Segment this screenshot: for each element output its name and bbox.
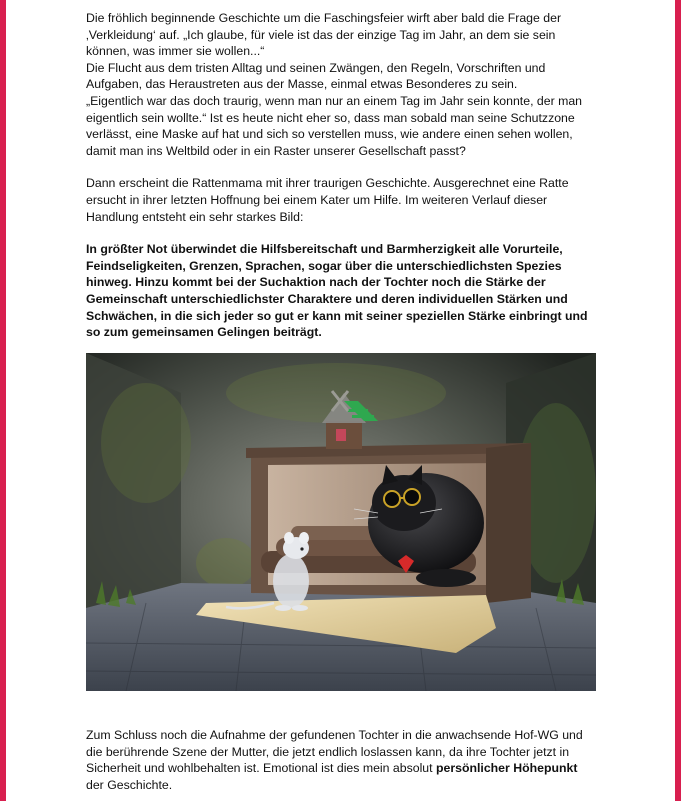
paragraph-costume-question: Die fröhlich beginnende Geschichte um die Faschingsfeier wirft aber bald die Frage der ‚Verkleidung‘ auf. „Ich glaube, für viele ist das der einzige Tag im Jahr, an dem sie sein können, was immer sie wollen...“ (86, 11, 562, 59)
scene-photo (86, 353, 596, 691)
paragraph-highlight: In größter Not überwindet die Hilfsbereitschaft und Barmherzigkeit alle Vorurteile, Feindseligkeiten, Grenzen, Sprachen, sogar über die unterschiedlichsten Spezies hinweg. Hinzu kommt bei der Suchaktion nach der Tochter noch die Stärke der Gemeinschaft unterschiedlichster Charaktere und deren individuellen Stärken und Schwächen, in die sich jeder so gut er kann mit seiner speziellen Stärke einbringt und so zum gemeinsamen Gelingen beiträgt. (86, 242, 588, 340)
ending-highlight: persönlicher Höhepunkt (435, 761, 578, 776)
paragraph-mask: „Eigentlich war das doch traurig, wenn man nur an einem Tag im Jahr sein konnte, der man eigentlich sein wollte.“ Ist es heute nicht eher so, dass man sobald man seine Schutzzone verlässt, eine Maske auf hat und sich so verstellen muss, wie andere einen sehen wollen, damit man ins Weltbild oder in ein Raster unserer Gesellschaft passt? (86, 93, 583, 158)
article-body (86, 10, 596, 341)
cat-and-mouse-scene-icon (86, 353, 596, 691)
paragraph-escape: Die Flucht aus dem tristen Alltag und seinen Zwängen, den Regeln, Vorschriften und Aufgaben, das Heraustreten aus der Masse, einmal etwas Besonderes zu sein. (86, 60, 546, 92)
paragraph-rat-mother: Dann erscheint die Rattenmama mit ihrer traurigen Geschichte. Ausgerechnet eine Ratte ersucht in ihrer letzten Hoffnung bei einem Kater um Hilfe. Im weiteren Verlauf dieser Handlung entsteht ein sehr starkes Bild: (86, 176, 569, 224)
ending-text-end: der Geschichte. (86, 777, 173, 792)
article-conclusion (86, 727, 596, 793)
page-border-right (675, 0, 681, 801)
ending-text-start: Zum Schluss noch die Aufnahme der gefundenen Tochter in die anwachsende Hof-WG und die berührende Szene der Mutter, die jetzt endlich loslassen kann, da ihre Tochter jetzt in Sicherheit und wohlbehalten ist. Emotional ist dies mein absolut (86, 728, 583, 776)
page-border-left (0, 0, 6, 801)
paragraph-ending (86, 727, 596, 793)
